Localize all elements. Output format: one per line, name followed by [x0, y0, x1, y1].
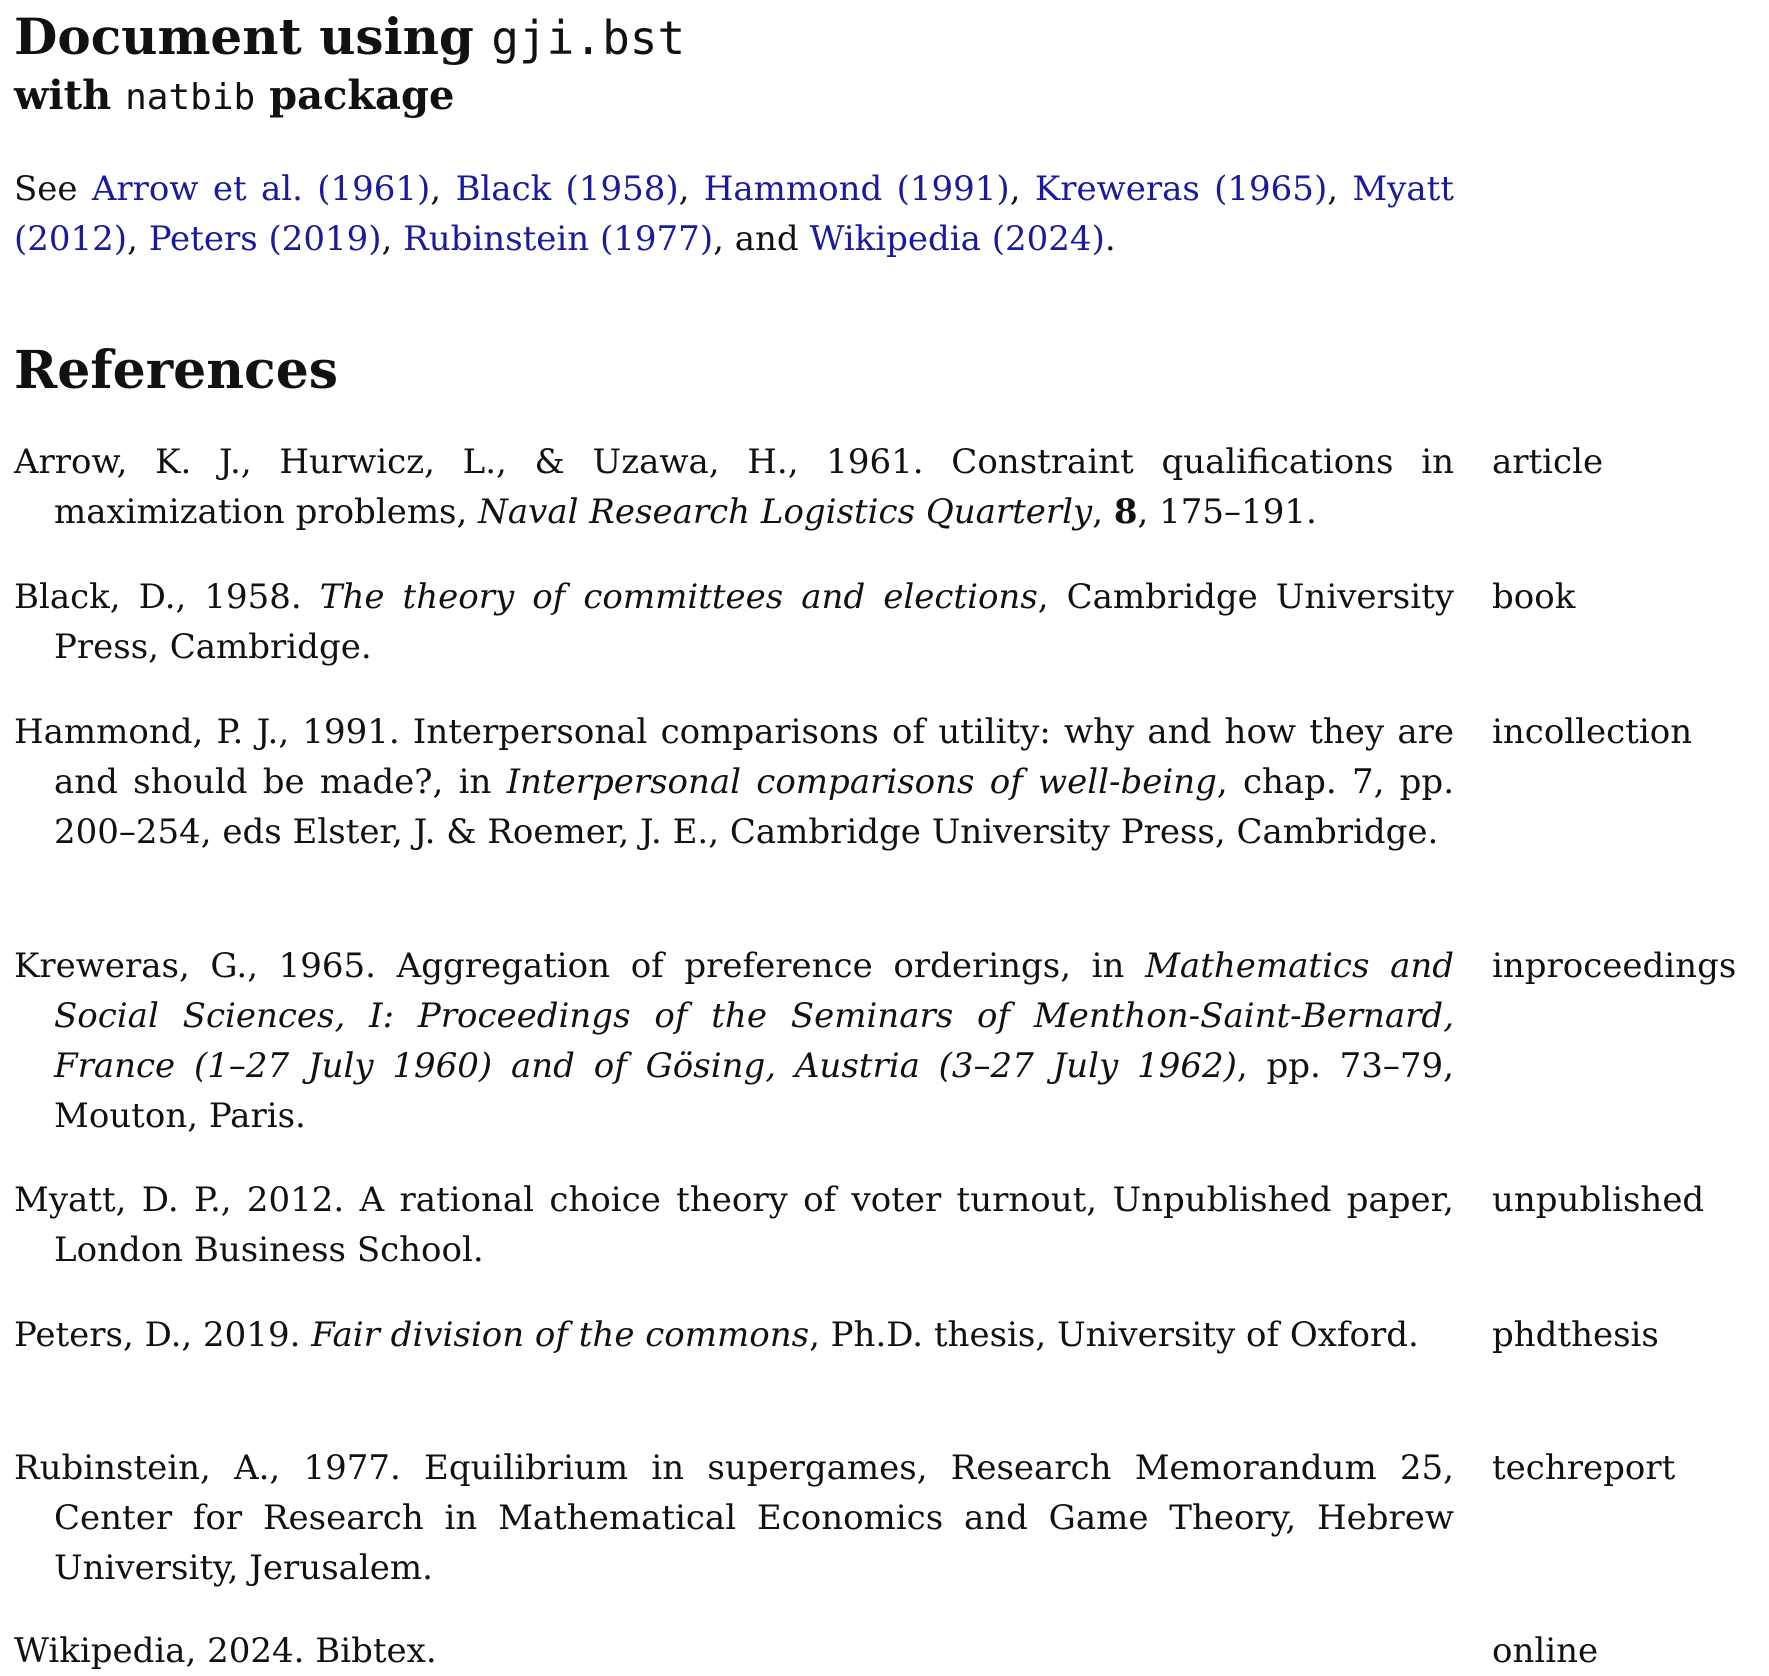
citation-link[interactable]: Peters (2019) [148, 219, 382, 259]
reference-text: Black, D., 1958. The theory of committees and elections, Cambridge University Press, Cambridge. [14, 577, 1454, 667]
reference-entry [14, 941, 1754, 1141]
reference-entry [14, 1310, 1754, 1360]
reference-type-label: inproceedings [1492, 946, 1737, 986]
reference-type-label: phdthesis [1492, 1315, 1659, 1355]
citation-link[interactable]: Hammond (1991) [703, 169, 1010, 209]
citation-link[interactable]: Arrow et al. (1961) [91, 169, 431, 209]
reference-entry [14, 572, 1754, 672]
citation-link[interactable]: Rubinstein (1977) [403, 219, 714, 259]
subtitle-code: natbib [125, 77, 256, 118]
reference-entry [14, 1175, 1754, 1275]
citation-link[interactable]: Myatt (2012) [14, 169, 1454, 259]
reference-type-label: book [1492, 577, 1576, 617]
citation-link[interactable]: Kreweras (1965) [1034, 169, 1328, 209]
intro-connector: and [734, 219, 799, 259]
citation-link[interactable]: Black (1958) [455, 169, 679, 209]
intro-paragraph: See Arrow et al. (1961), Black (1958), Hammond (1991), Kreweras (1965), Myatt (2012), Peters (2019), Rubinstein (1977), and Wikipedia (2024). [14, 169, 1454, 259]
title-prefix: Document using [14, 7, 492, 66]
reference-text: Wikipedia, 2024. Bibtex. [14, 1631, 437, 1671]
reference-type-label: techreport [1492, 1448, 1676, 1488]
reference-text: Kreweras, G., 1965. Aggregation of preference orderings, in Mathematics and Social Sciences, I: Proceedings of the Seminars of Menthon-Saint-Bernard, France (1–27 July 1960) and of Gösing, Austria (3–27 July 1962), pp. 73–79, Mouton, Paris. [14, 946, 1455, 1136]
reference-text: Rubinstein, A., 1977. Equilibrium in supergames, Research Memorandum 25, Center for Research in Mathematical Economics and Game Theory, Hebrew University, Jerusalem. [14, 1448, 1454, 1588]
reference-entry [14, 1626, 1754, 1676]
reference-entry [14, 437, 1754, 537]
intro-lead: See [14, 169, 92, 209]
reference-text: Myatt, D. P., 2012. A rational choice theory of voter turnout, Unpublished paper, London Business School. [14, 1180, 1454, 1270]
reference-text: Peters, D., 2019. Fair division of the commons, Ph.D. thesis, University of Oxford. [14, 1315, 1419, 1355]
subtitle-suffix: package [255, 72, 455, 119]
reference-text: Arrow, K. J., Hurwicz, L., & Uzawa, H., 1961. Constraint qualifications in maximization problems, Naval Research Logistics Quarterly, 8, 175–191. [14, 442, 1454, 532]
reference-entry [14, 1443, 1754, 1593]
reference-text: Hammond, P. J., 1991. Interpersonal comparisons of utility: why and how they are and should be made?, in Interpersonal comparisons of well-being, chap. 7, pp. 200–254, eds Elster, J. & Roemer, J. E., Cambridge University Press, Cambridge. [14, 712, 1454, 852]
document-subtitle [14, 70, 454, 124]
subtitle-prefix: with [14, 72, 126, 119]
reference-entry [14, 707, 1754, 857]
title-code: gji.bst [491, 11, 686, 65]
references-heading: References [14, 340, 339, 401]
document-title [14, 4, 685, 71]
reference-type-label: unpublished [1492, 1180, 1705, 1220]
citation-link[interactable]: Wikipedia (2024) [809, 219, 1105, 259]
reference-type-label: online [1492, 1631, 1599, 1671]
reference-type-label: article [1492, 442, 1604, 482]
reference-type-label: incollection [1492, 712, 1693, 752]
